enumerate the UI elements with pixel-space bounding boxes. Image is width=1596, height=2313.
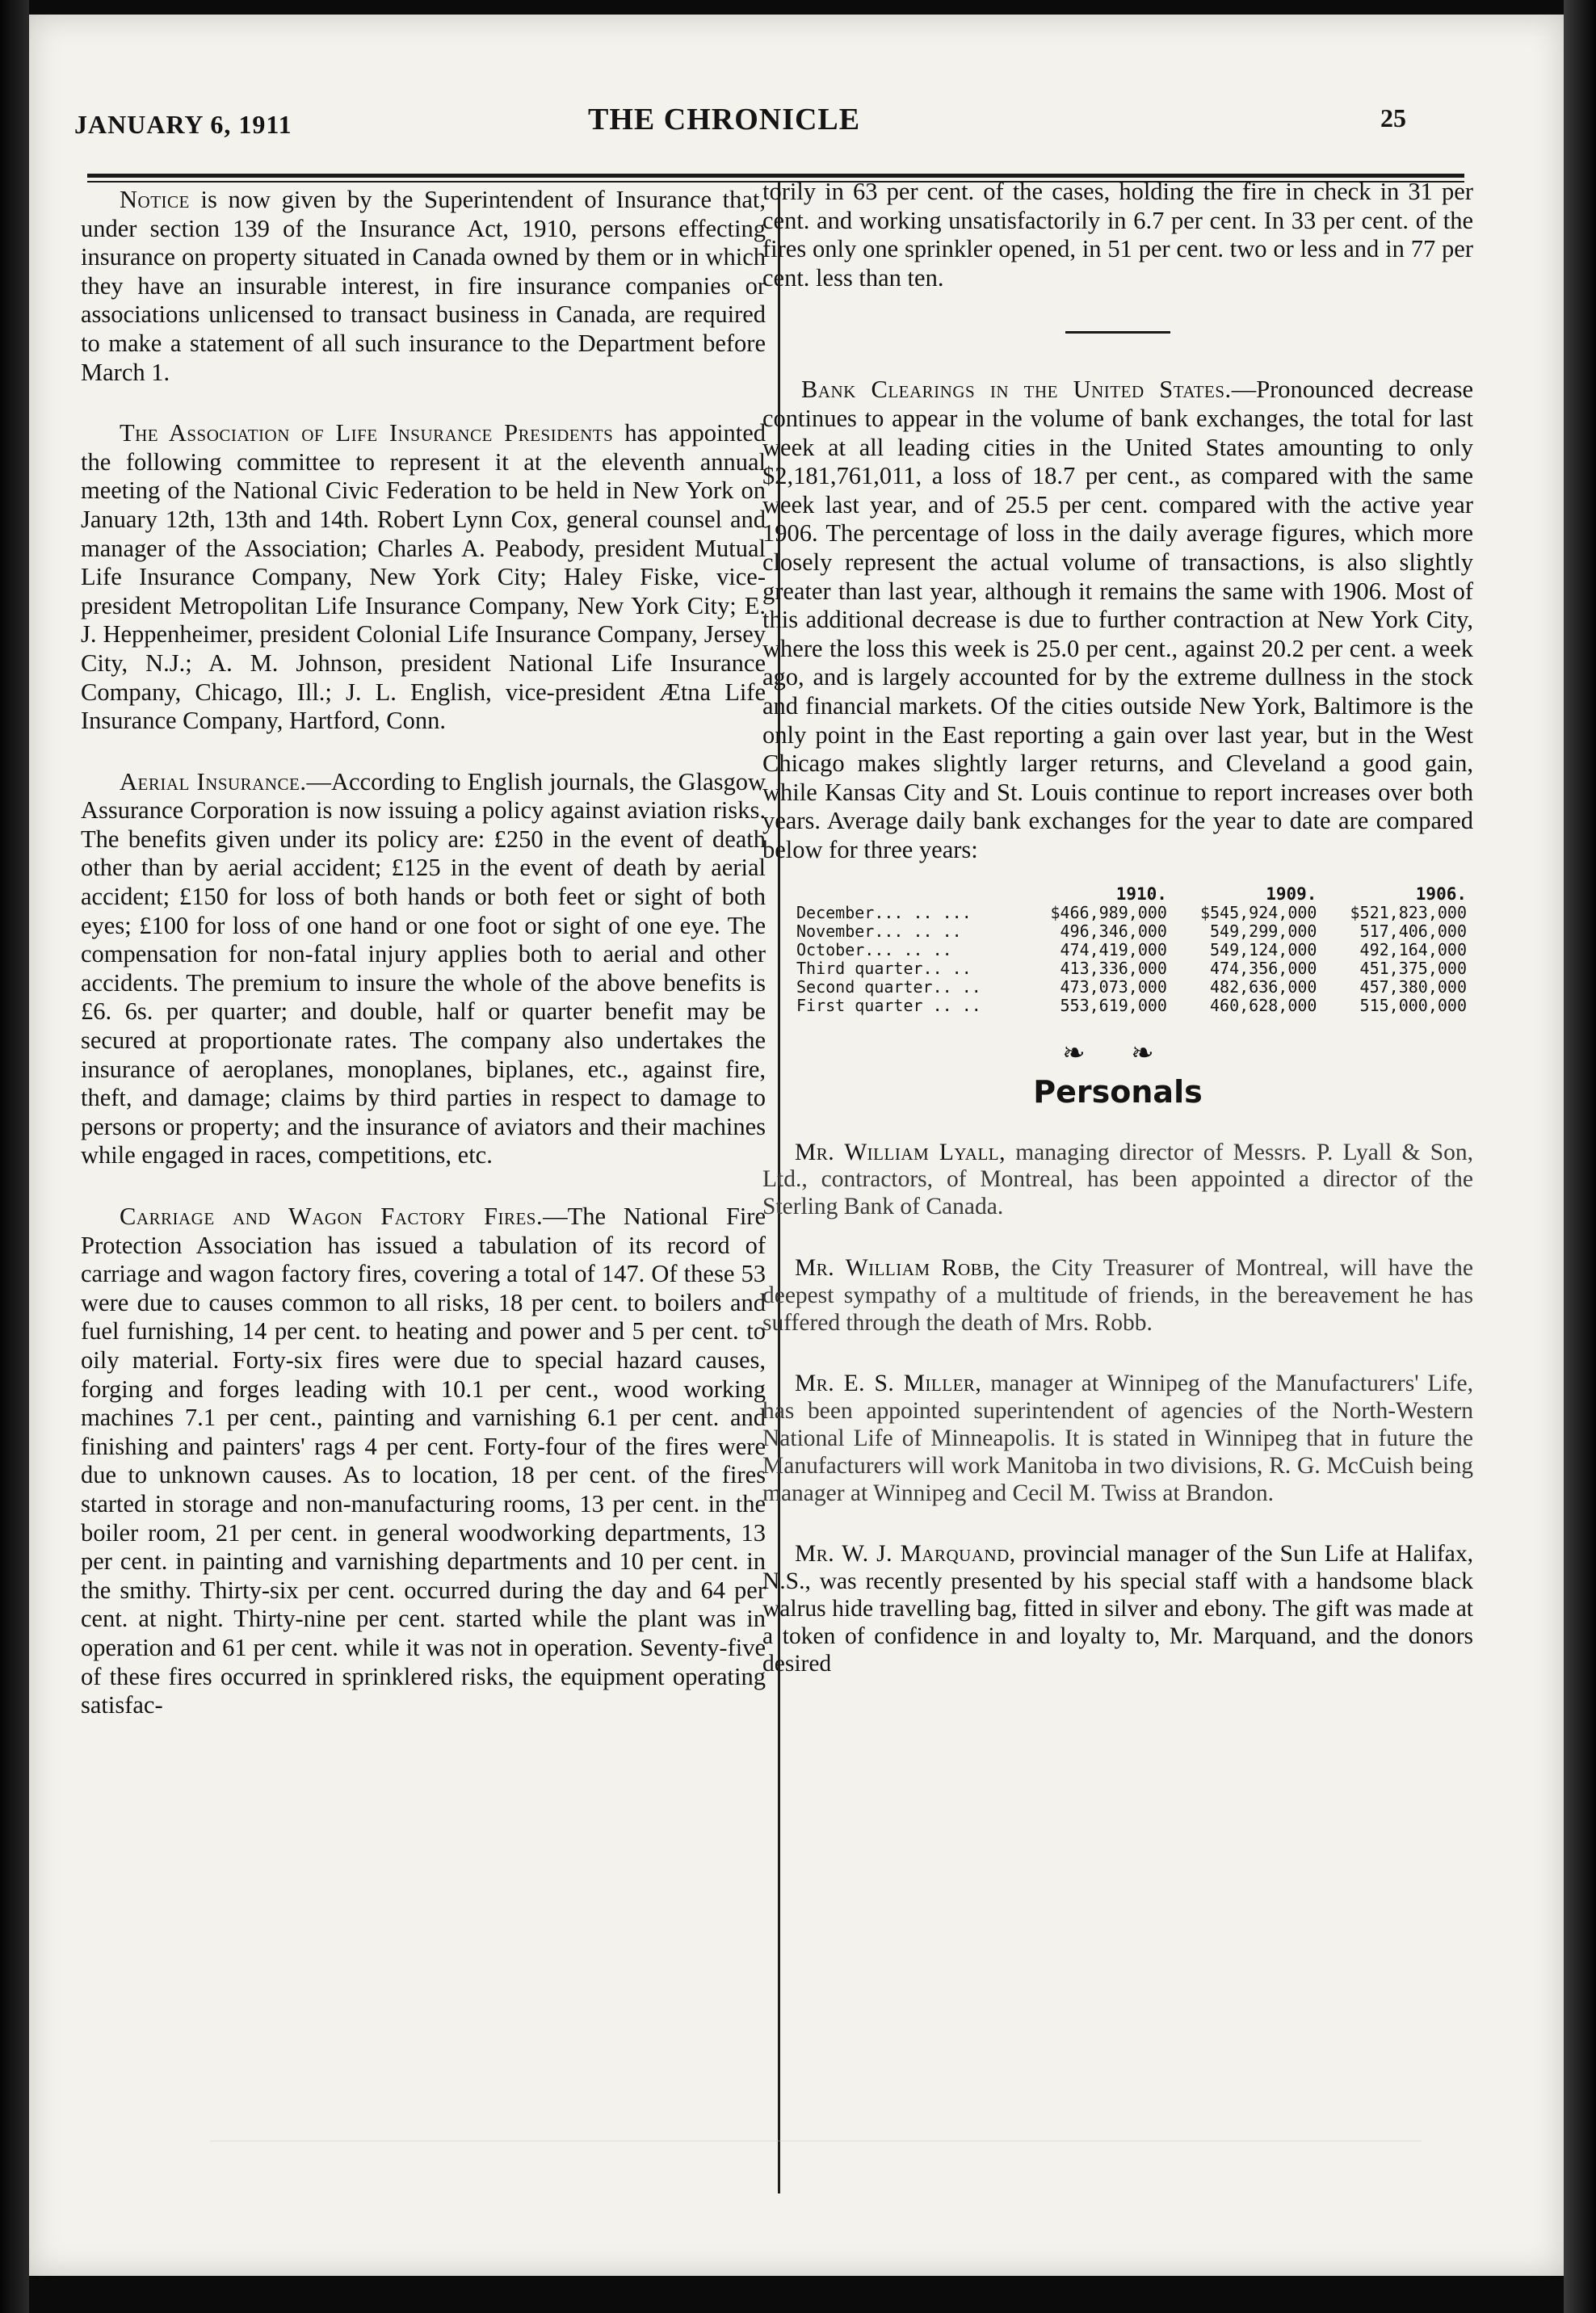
table-cell: $466,989,000	[1050, 903, 1167, 923]
factory-fires-paragraph: Carriage and Wagon Factory Fires.—The National Fire Protection Association has issued a tabulation of its record of carriage and wagon factory fires, covering a total of 147. Of these 53 were due to causes common to all risks, 18 per cent. to boilers and fuel furnishing, 14 per cent. to heating and power and 5 per cent. to oily material. Forty-six fires were due to special hazard causes, forging and forges leading with 10.1 per cent., wood working machines 7.1 per cent., painting and varnishing 6.1 per cent. and finishing and painters' rags 4 per cent. Forty-four of the fires were due to unknown causes. As to location, 18 per cent. of the fires started in storage and non-manufacturing rooms, 13 per cent. in the boiler room, 21 per cent. in general woodworking departments, 13 per cent. in painting and varnishing departments and 10 per cent. in the smithy. Thirty-six per cent. occurred during the day and 64 per cent. at night. Thirty-nine per cent. started while the plant was in operation and 61 per cent. while it was not in operation. Seventy-five of these fires occurred in sprinklered risks, the equipment operating satisfac-	[81, 1203, 766, 1719]
table-cell: Second quarter.. ..	[796, 977, 981, 997]
bank-clearings-table	[792, 885, 1472, 1015]
table-cell: November... .. ..	[796, 921, 962, 942]
table-row	[792, 922, 1472, 941]
notice-paragraph: Notice is now given by the Superintendent of Insurance that, under section 139 of the Insurance Act, 1910, persons effecting insurance on property situated in Canada owned by them or in which they have an insurable interest, in fire insurance companies or associations unlicensed to transact business in Canada, are required to make a statement of all such insurance to the Department before March 1.	[81, 186, 766, 386]
table-cell: 496,346,000	[1060, 921, 1167, 942]
table-cell: 517,406,000	[1359, 921, 1467, 942]
table-header-row	[792, 885, 1472, 904]
bleed-through-area	[210, 2140, 1422, 2263]
scan-edge-right	[1564, 0, 1596, 2313]
right-column	[762, 178, 1473, 1711]
table-cell: 474,356,000	[1210, 959, 1317, 979]
table-cell: 457,380,000	[1359, 977, 1467, 997]
personal-item: Mr. William Lyall, managing director of Messrs. P. Lyall & Son, Ltd., contractors, of Montreal, has been appointed a director of the Sterling Bank of Canada.	[762, 1139, 1473, 1220]
scan-edge-left	[0, 0, 29, 2313]
table-cell: 474,419,000	[1060, 940, 1167, 960]
table-cell: First quarter .. ..	[796, 996, 981, 1016]
personal-item: Mr. W. J. Marquand, provincial manager of the Sun Life at Halifax, N.S., was recently presented by his special staff with a handsome black walrus hide travelling bag, fitted in silver and ebony. The gift was made at a token of confidence in and loyalty to, Mr. Marquand, and the donors desired	[762, 1541, 1473, 1677]
table-cell: October... .. ..	[796, 940, 952, 960]
aerial-insurance-paragraph: Aerial Insurance.—According to English journals, the Glasgow Assurance Corporation is now issuing a policy against aviation risks. The benefits given under its policy are: £250 in the event of death other than by aerial accident; £125 in the event of death by aerial accident; £150 for loss of both hands or both feet or sight of both eyes; £100 for loss of one hand or one foot or sight of one eye. The compensation for non-fatal injury applies both to aerial and other accidents. The premium to insure the whole of the above benefits is £6. 6s. per quarter; and double, half or quarter benefit may be secured at proportionate rates. The company also undertakes the insurance of aeroplanes, monoplanes, biplanes, etc., against fire, theft, and damage; claims by third parties in respect to damage to persons or property; and the insurance of aviators and their machines while engaged in races, competitions, etc.	[81, 767, 766, 1169]
table-cell: 460,628,000	[1210, 996, 1317, 1016]
table-cell: 473,073,000	[1060, 977, 1167, 997]
table-cell: $521,823,000	[1350, 903, 1467, 923]
bank-clearings-paragraph: Bank Clearings in the United States.—Pronounced decrease continues to appear in the volume of bank exchanges, the total for last week at all leading cities in the United States amounting to only $2,181,761,011, a loss of 18.7 per cent., as compared with the same week last year, and of 25.5 per cent. compared with the active year 1906. The percentage of loss in the daily average figures, which more closely represent the actual volume of transactions, is also slightly greater than last year, although it remains the same with 1906. Most of this additional decrease is due to further contraction at New York City, where the loss this week is 25.0 per cent., against 20.2 per cent. a week ago, and is largely accounted for by the extreme dullness in the stock and financial markets. Of the cities outside New York, Baltimore is the only point in the East reporting a gain over last year, but in the West Chicago makes slightly larger returns, and Cleveland a good gain, while Kansas City and St. Louis continue to report increases over both years. Average daily bank exchanges for the year to date are compared below for three years:	[762, 376, 1473, 863]
table-cell: 549,124,000	[1210, 940, 1317, 960]
association-paragraph: The Association of Life Insurance Presidents has appointed the following committee to represent it at the eleventh annual meeting of the National Civic Federation to be held in New York on January 12th, 13th and 14th. Robert Lynn Cox, general counsel and manager of the Association; Charles A. Peabody, president Mutual Life Insurance Company, New York City; Haley Fiske, vice-president Metropolitan Life Insurance Company, New York City; E. J. Heppenheimer, president Colonial Life Insurance Company, Jersey City, N.J.; A. M. Johnson, president National Life Insurance Company, Chicago, Ill.; J. L. English, vice-president Ætna Life Insurance Company, Hartford, Conn.	[81, 419, 766, 735]
page-number: 25	[1380, 103, 1406, 132]
table-cell: 413,336,000	[1060, 959, 1167, 979]
table-cell: 515,000,000	[1359, 996, 1467, 1016]
table-cell: December... .. ...	[796, 903, 972, 923]
table-cell: 492,164,000	[1359, 940, 1467, 960]
section-separator	[1065, 331, 1170, 334]
page-header	[74, 99, 1464, 144]
table-row	[792, 904, 1472, 922]
personals-section	[762, 1140, 1473, 1678]
table-cell: 553,619,000	[1060, 996, 1167, 1016]
personal-item: Mr. E. S. Miller, manager at Winnipeg of the Manufacturers' Life, has been appointed superintendent of agencies of the North-Western National Life of Minneapolis. It is stated in Winnipeg that in future the Manufacturers will work Manitoba in two divisions, R. G. McCuish being manager at Winnipeg and Cecil M. Twiss at Brandon.	[762, 1371, 1473, 1506]
table-header: 1910.	[1115, 884, 1167, 905]
table-header	[792, 885, 1022, 904]
personals-heading: Personals	[1033, 1074, 1203, 1110]
table-cell: 451,375,000	[1359, 959, 1467, 979]
table-row	[792, 941, 1472, 959]
table-header: 1909.	[1266, 884, 1317, 905]
table-header: 1906.	[1415, 884, 1467, 905]
table-cell: $545,924,000	[1199, 903, 1317, 923]
table-row	[792, 959, 1472, 978]
left-column	[81, 186, 766, 1753]
fleuron-ornament: ❧ ❧	[1062, 1039, 1174, 1069]
table-row	[792, 978, 1472, 997]
table-cell: Third quarter.. ..	[796, 959, 972, 979]
publication-title: THE CHRONICLE	[588, 103, 861, 136]
personal-item: Mr. William Robb, the City Treasurer of Montreal, will have the deepest sympathy of a multitude of friends, in the bereavement he has suffered through the death of Mrs. Robb.	[762, 1255, 1473, 1336]
continuation-paragraph: torily in 63 per cent. of the cases, holding the fire in check in 31 per cent. and working unsatisfactorily in 6.7 per cent. In 33 per cent. of the fires only one sprinkler opened, in 51 per cent. two or less and in 77 per cent. less than ten.	[762, 178, 1473, 292]
table-cell: 549,299,000	[1210, 921, 1317, 942]
table-row	[792, 997, 1472, 1015]
issue-date: JANUARY 6, 1911	[74, 110, 292, 139]
table-cell: 482,636,000	[1210, 977, 1317, 997]
